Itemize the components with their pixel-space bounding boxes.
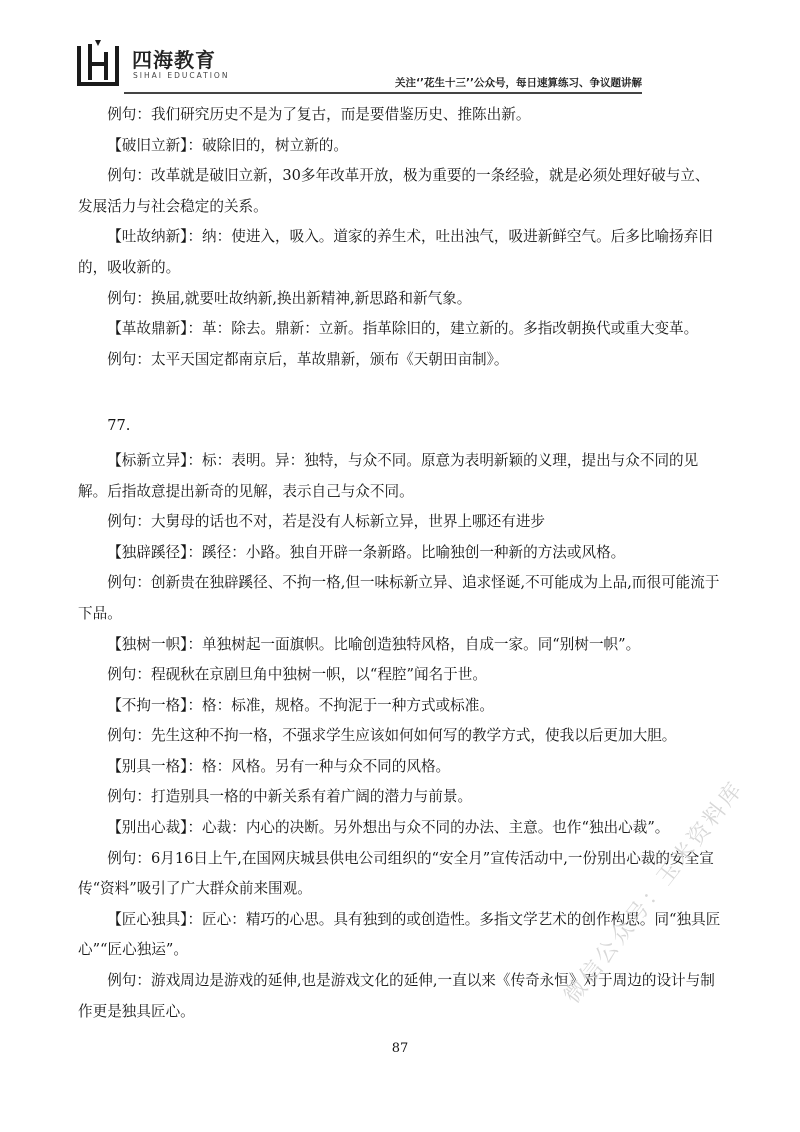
logo-icon [76, 40, 120, 86]
paragraph: 例句：换届,就要吐故纳新,换出新精神,新思路和新气象。 [107, 289, 472, 307]
section-number: 77. [107, 417, 131, 435]
paragraph: 例句：改革就是破旧立新，30多年改革开放，极为重要的一条经验，就是必须处理好破与立、发展活力与社会稳定的关系。 [78, 167, 710, 215]
header-divider [124, 92, 642, 94]
page-content [78, 100, 724, 1027]
paragraph: 【别出心裁】：心裁：内心的决断。另外想出与众不同的办法、主意。也作“独出心裁”。 [107, 819, 670, 837]
paragraph: 【不拘一格】：格：标准，规格。不拘泥于一种方式或标准。 [107, 696, 494, 714]
watermark: 微信公众号：玉米资料库 [559, 776, 749, 1009]
paragraph: 【别具一格】：格：风格。另有一种与众不同的风格。 [107, 757, 451, 775]
header-note: 关注‘’花生十三’’公众号，每日速算练习、争议题讲解 [395, 77, 642, 89]
paragraph: 例句：我们研究历史不是为了复古，而是要借鉴历史、推陈出新。 [107, 106, 531, 123]
page-number: 87 [391, 1041, 409, 1056]
paragraph: 【破旧立新】：破除旧的，树立新的。 [107, 136, 348, 154]
page-header [0, 0, 800, 96]
paragraph: 例句：创新贵在独辟蹊径、不拘一格,但一味标新立异、追求怪诞,不可能成为上品,而很可能流于下品。 [78, 574, 720, 622]
logo-subtitle: SIHAI EDUCATION [133, 71, 230, 80]
paragraph: 例句：大舅母的话也不对，若是没有人标新立异，世界上哪还有进步 [107, 513, 546, 531]
paragraph: 【吐故纳新】：纳：使进入，吸入。道家的养生术，吐出浊气，吸进新鲜空气。后多比喻扬弃旧的，吸收新的。 [78, 228, 713, 276]
paragraph: 例句：先生这种不拘一格，不强求学生应该如何如何写的教学方式，使我以后更加大胆。 [107, 727, 677, 745]
paragraph: 【独辟蹊径】：蹊径：小路。独自开辟一条新路。比喻独创一种新的方法或风格。 [107, 543, 626, 561]
paragraph: 例句：打造别具一格的中新关系有着广阔的潜力与前景。 [107, 788, 473, 806]
paragraph: 例句：游戏周边是游戏的延伸,也是游戏文化的延伸,一直以来《传奇永恒》对于周边的设计与制作更是独具匠心。 [78, 972, 715, 1020]
paragraph: 例句：程砚秋在京剧旦角中独树一帜，以“程腔”闻名于世。 [107, 666, 487, 684]
paragraph: 例句：6月16日上午,在国网庆城县供电公司组织的“安全月”宣传活动中,一份别出心裁的安全宣传“资料”吸引了广大群众前来围观。 [78, 849, 714, 898]
paragraph: 【匠心独具】：匠心：精巧的心思。具有独到的或创造性。多指文学艺术的创作构思。同“独具匠心”“匠心独运”。 [78, 910, 721, 959]
paragraph: 【标新立异】：标：表明。异：独特，与众不同。原意为表明新颖的义理，提出与众不同的见解。后指故意提出新奇的见解，表示自己与众不同。 [78, 451, 699, 500]
logo-text: 四海教育 [132, 48, 216, 72]
paragraph: 【独树一帜】：单独树起一面旗帜。比喻创造独特风格，自成一家。同“别树一帜”。 [107, 635, 641, 653]
paragraph: 【革故鼎新】：革：除去。鼎新：立新。指革除旧的，建立新的。多指改朝换代或重大变革。 [107, 320, 699, 338]
paragraph: 例句：太平天国定都南京后，革故鼎新，颁布《天朝田亩制》。 [107, 350, 509, 368]
